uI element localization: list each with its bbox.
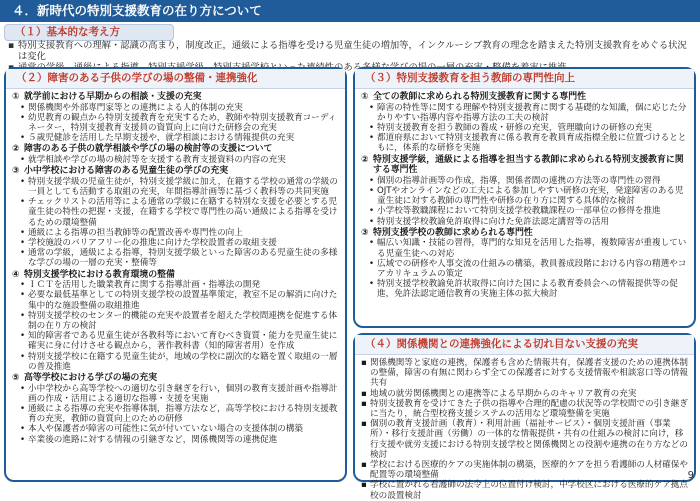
list-item: • 特別支援学校に在籍する児童生徒が，地域の学校に副次的な籍を置く取組の一層の普及推進 — [12, 352, 339, 372]
group — [361, 228, 688, 300]
list-item: • 幼児教育の観点から特別支援教育を充実するため，教師や特別支援教育コーディネーター，特別支援教育支援員の資質向上に向けた研修会の充実 — [12, 113, 339, 133]
group-number: ④ — [12, 269, 20, 280]
list-item: ▪ 地域の就労関係機関との連携等による早期からのキャリア教育の充実 — [361, 389, 688, 399]
group-title: 特別支援学校の教師に求められる専門性 — [373, 227, 533, 238]
group — [361, 92, 688, 154]
list-item: • 特別支援学級の児童生徒が，特別支援学級に加え，在籍する学校の通常の学級の一員としても活動する取組の充実，年間指導計画等に基づく教科等の共同実施 — [12, 177, 339, 197]
teacher-expertise-panel — [353, 67, 696, 328]
group-number: ① — [12, 92, 20, 102]
list-item: • 通級による指導の担当教師等の配置改善や専門性の向上 — [12, 228, 339, 238]
list-item: • 幅広い知識・技能の習得，専門的な知見を活用した指導，複数障害が重複している児童生徒への対応 — [361, 238, 688, 258]
group-title: 小中学校における障害のある児童生徒の学びの充実 — [24, 166, 229, 177]
basic-item: ▪ 特別支援教育への理解・認識の高まり，制度改正，通級による指導を受ける児童生徒の増加等，インクルーシブ教育の理念を踏まえた特別支援教育をめぐる状況は変化 — [8, 40, 694, 62]
group-title: 就学前における早期からの相談・支援の充実 — [24, 92, 202, 102]
panel-content — [355, 89, 694, 300]
group — [12, 144, 339, 165]
list-item: • 特別支援学校のセンター的機能の充実や設置者を超えた学校間連携を促進する体制の在り方の検討 — [12, 311, 339, 331]
group-number: ③ — [12, 166, 20, 177]
list-item: • 通常の学級，通級による指導，特別支援学級といった障害のある児童生徒の多様な学びの場の一層の充実・整備等 — [12, 248, 339, 268]
list-item: • 必要な最低基準としての特別支援学校の設置基準策定，教室不足の解消に向けた集中的な施設整備の取組推進 — [12, 290, 339, 310]
list-item: • チェックリストの活用等による通常の学級に在籍する特別な支援を必要とする児童生徒の特性の把握・支援，在籍する学校で専門性の高い通級による指導を受けるための環境整備 — [12, 197, 339, 228]
list-item: • 関係機関や外部専門家等との連携による人的体制の充実 — [12, 103, 339, 113]
list-item: • 学校施設のバリアフリー化の推進に向けた学校設置者の取組支援 — [12, 238, 339, 248]
group-number: ③ — [361, 227, 369, 238]
list-item: • 卒業後の進路に対する情報の引継ぎなど，関係機関等の連携促進 — [12, 435, 339, 445]
basic-heading: （１）基本的な考え方 — [4, 24, 174, 41]
list-item: ▪ 関係機関等と家庭の連携，保護者も含めた情報共有，保護者支援のための連携体制の整備，障害の有無に関わらず全ての保護者に対する支援情報や相談窓口等の情報共有 — [361, 358, 688, 389]
panel-heading: （３）特別支援教育を担う教師の専門性向上 — [355, 69, 694, 89]
group-title: 全ての教師に求められる特別支援教育に関する専門性 — [373, 92, 586, 102]
panel-heading: （４）関係機関との連携強化による切れ目ない支援の充実 — [355, 335, 694, 355]
list-item: • 本人や保護者が障害の可能性に気が付いていない場合の支援体制の構築 — [12, 424, 339, 434]
list-item: • 広域での研修や人事交流の仕組みの構築，教員養成段階における内容の精選やコアカリキュラムの策定 — [361, 259, 688, 279]
list-item: • ５歳児健診を活用した早期支援や，就学相談における情報提供の充実 — [12, 133, 339, 143]
list-item: • 特別支援教育を担う教師の養成・研修の充実，管理職向けの研修の充実 — [361, 123, 688, 133]
list-item: • 特別支援学校教諭免許取得に向けた免許法認定講習等の活用 — [361, 217, 688, 227]
list-item: • 障害の特性等に関する理解や特別支援教育に関する基礎的な知識，個に応じた分かりやすい指導内容や指導方法の工夫の検討 — [361, 103, 688, 123]
list-item: • 個別の指導計画等の作成，指導，関係者間の連携の方法等の専門性の習得 — [361, 176, 688, 186]
group — [12, 92, 339, 143]
list-item: • 知的障害者である児童生徒が各教科等において育むべき資質・能力を児童生徒に確実に身に付けさせる観点から，著作教科書（知的障害者用）を作成 — [12, 331, 339, 351]
group — [12, 373, 339, 445]
list-item: • 通級による指導の充実や指導体制，指導方法など，高等学校における特別支援教育の充実，教師の資質向上のための研修 — [12, 404, 339, 424]
panel-heading: （２）障害のある子供の学びの場の整備・連携強化 — [6, 69, 345, 89]
group-number: ② — [361, 154, 369, 165]
group — [12, 166, 339, 268]
group-title: 障害のある子供の就学相談や学びの場の検討等の支援について — [24, 144, 273, 155]
group — [361, 155, 688, 227]
group-number: ① — [361, 92, 369, 102]
list-item: • OJTやオンラインなどの工夫による参加しやすい研修の充実，発達障害のある児童生徒に対する教師の専門性や研修の在り方に関する具体的な検討 — [361, 186, 688, 206]
group-number: ⑤ — [12, 373, 20, 384]
page-title: ４．新時代の特別支援教育の在り方について — [0, 0, 700, 22]
list-item: ▪ 特別支援教育を受けてきた子供の指導や合理的配慮の状況等の学校間での引き継ぎに当たり，統合型校務支援システムの活用など環境整備を実施 — [361, 399, 688, 419]
group-number: ② — [12, 144, 20, 155]
list-item: ▪ 個別の教育支援計画（教育）・利用計画（福祉サービス）・個別支援計画（事業所）・移行支援計画（労働）の一体的な情報提供・共有の仕組みの検討に向け，移行支援や就労支援における特別支援学校と関係機関との役割や連携の在り方などの検討 — [361, 419, 688, 460]
list-item: • 小中学校から高等学校への適切な引き継ぎを行い，個別の教育支援計画や指導計画の作成・活用による適切な指導・支援を実施 — [12, 384, 339, 404]
list-item: ▪ 学校における医療的ケアの実施体制の構築，医療的ケアを担う看護師の人材確保や配置等の環境整備 — [361, 460, 688, 480]
list-item: • ＩＣＴを活用した職業教育に関する指導計画・指導法の開発 — [12, 280, 339, 290]
group — [12, 270, 339, 372]
group-title: 特別支援学級，通級による指導を担当する教師に求められる特別支援教育に関する専門性 — [373, 154, 684, 176]
list-item: • 都道府県において特別支援教育に係る教育を教員育成指標全般に位置づけるとともに，体系的な研修を実施 — [361, 133, 688, 153]
list-item: ▪ 学校に置かれる看護師の法令上の位置付け検討，中学校区における医療的ケア拠点校の設置検討 — [361, 480, 688, 500]
collaboration-panel — [353, 333, 696, 501]
list-item: • 就学相談や学びの場の検討等を支援する教育支援資料の内容の充実 — [12, 155, 339, 165]
group-title: 特別支援学校における教育環境の整備 — [24, 269, 175, 280]
list-item: • 特別支援学校教諭免許状取得に向けた国による教育委員会への情報提供等の促進，免許法認定通信教育の実施主体の拡大検討 — [361, 279, 688, 299]
learning-place-panel — [4, 67, 347, 482]
group-title: 高等学校における学びの場の充実 — [24, 373, 158, 384]
panel-content — [355, 355, 694, 501]
panel-content — [6, 89, 345, 445]
page-number: 9 — [687, 470, 694, 481]
list-item: • 小学校等教職課程において特別支援学校教職課程の一部単位の修得を推進 — [361, 206, 688, 216]
